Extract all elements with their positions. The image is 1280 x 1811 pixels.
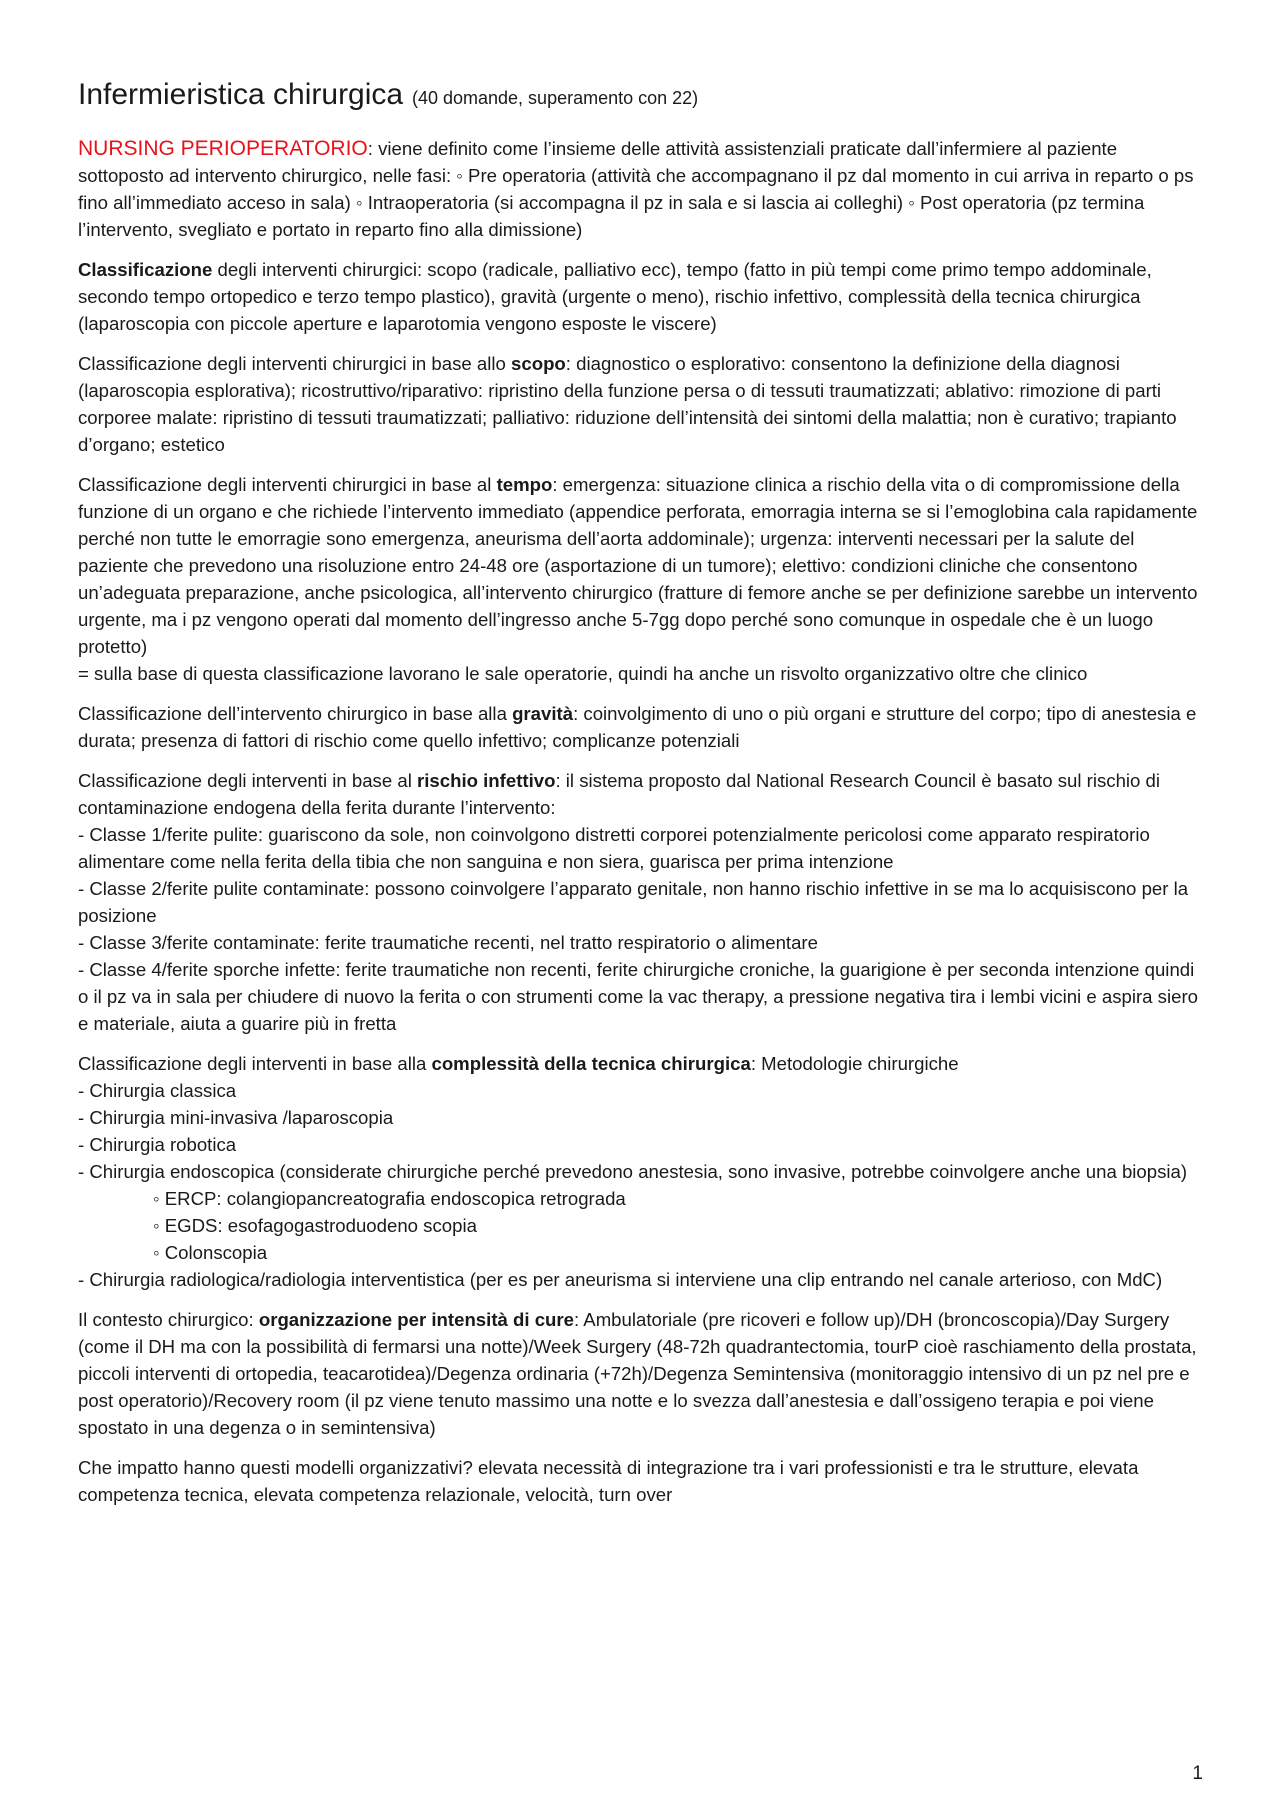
paragraph-contesto (78, 1306, 1208, 1441)
list-item: - Chirurgia robotica (78, 1134, 237, 1156)
gravita-pre: Classificazione dell’intervento chirurgico in base alla (78, 703, 513, 725)
list-item: - Classe 2/ferite pulite contaminate: possono coinvolgere l’apparato genitale, non hanno rischio infettive in se ma lo acquisiscono per la posizione (78, 878, 1189, 927)
scopo-bold: scopo (511, 353, 566, 375)
gravita-bold: gravità (512, 703, 574, 725)
list-item: - Chirurgia classica (78, 1080, 237, 1102)
paragraph-rischio (78, 767, 1208, 1037)
scopo-pre: Classificazione degli interventi chirurgici in base allo (78, 353, 512, 375)
nursing-heading: NURSING PERIOPERATORIO (78, 137, 368, 161)
complessita-pre: Classificazione degli interventi in base alla (78, 1053, 432, 1075)
gravita-text: : coinvolgimento di uno o più organi e strutture del corpo; tipo di anestesia e durata; presenza di fattori di rischio come quello infettivo; complicanze potenziali (78, 703, 1197, 752)
paragraph-complessita (78, 1050, 1208, 1293)
tempo-bold: tempo (496, 474, 553, 496)
sub-list-item: ◦ ERCP: colangiopancreatografia endoscopica retrograda (153, 1188, 626, 1210)
paragraph-nursing (78, 135, 1208, 243)
contesto-text: : Ambulatoriale (pre ricoveri e follow up)/DH (broncoscopia)/Day Surgery (come il DH ma con la possibilità di fermarsi una notte)/Week Surgery (48-72h quadrantectomia, tourP cioè raschiamento della prostata, piccoli interventi di ortopedia, teacarotidea)/Degenza ordinaria (+72h)/Degenza Semintensiva (monitoraggio intensivo di un pz nel pre e post operatorio)/Recovery room (il pz viene tenuto massimo una notte e lo svezza dall’anestesia e dall’ossigeno terapia e poi viene spostato in una degenza o in semintensiva) (78, 1309, 1197, 1439)
document-page (78, 76, 1208, 1521)
paragraph-gravita (78, 700, 1208, 754)
classificazione-bold: Classificazione (78, 259, 213, 281)
paragraph-classificazione (78, 256, 1208, 337)
tempo-pre: Classificazione degli interventi chirurgici in base al (78, 474, 497, 496)
list-item: - Chirurgia endoscopica (considerate chirurgiche perché prevedono anestesia, sono invasive, potrebbe coinvolgere anche una biopsia) (78, 1161, 1188, 1183)
title-subtitle: (40 domande, superamento con 22) (411, 88, 699, 108)
nursing-text: : viene definito come l’insieme delle attività assistenziali praticate dall’infermiere al paziente sottoposto ad intervento chirurgico, nelle fasi: ◦ Pre operatoria (attività che accompagnano il pz dal momento in cui arriva in reparto o ps fino all’immediato acceso in sala) ◦ Intraoperatoria (si accompagna il pz in sala e si lascia ai colleghi) ◦ Post operatoria (pz termina l’intervento, svegliato e portato in reparto fino alla dimissione) (78, 138, 1194, 241)
paragraph-impatto (78, 1454, 1208, 1508)
tempo-text: : emergenza: situazione clinica a rischio della vita o di compromissione della funzione di un organo e che richiede l’intervento immediato (appendice perforata, emorragia interna se si l’emoglobina cala rapidamente perché non tutte le emorragie sono emergenza, aneurisma dell’aorta addominale); urgenza: interventi necessari per la salute del paziente che prevedono una risoluzione entro 24-48 ore (asportazione di un tumore); elettivo: condizioni cliniche che consentono un’adeguata preparazione, anche psicologica, all’intervento chirurgico (fratture di femore anche se per definizione sarebbe un intervento urgente, ma i pz vengono operati dal momento dell’ingresso anche 5-7gg dopo perché sono comunque in ospedale che è un luogo protetto) (78, 474, 1198, 658)
list-item: - Chirurgia mini-invasiva /laparoscopia (78, 1107, 394, 1129)
sub-list-item: ◦ Colonscopia (153, 1242, 268, 1264)
page-number: 1 (1192, 1763, 1203, 1784)
rischio-pre: Classificazione degli interventi in base al (78, 770, 417, 792)
list-item: - Classe 3/ferite contaminate: ferite traumatiche recenti, nel tratto respiratorio o alimentare (78, 932, 818, 954)
contesto-bold: organizzazione per intensità di cure (258, 1309, 574, 1331)
contesto-pre: Il contesto chirurgico: (78, 1309, 259, 1331)
sub-list-item: ◦ EGDS: esofagogastroduodeno scopia (153, 1215, 477, 1237)
paragraph-scopo (78, 350, 1208, 458)
complessita-text: : Metodologie chirurgiche (750, 1053, 959, 1075)
rischio-bold: rischio infettivo (417, 770, 556, 792)
title-main: Infermieristica chirurgica (78, 78, 404, 111)
list-item: - Classe 4/ferite sporche infette: ferite traumatiche non recenti, ferite chirurgiche croniche, la guarigione è per seconda intenzione quindi o il pz va in sala per chiudere di nuovo la ferita o con strumenti come la vac therapy, a pressione negativa tira i lembi vicini e aspira siero e materiale, aiuta a guarire più in fretta (78, 959, 1198, 1035)
rischio-text: : il sistema proposto dal National Research Council è basato sul rischio di contaminazione endogena della ferita durante l’intervento: (78, 770, 1161, 819)
impatto-text: Che impatto hanno questi modelli organizzativi? elevata necessità di integrazione tra i vari professionisti e tra le strutture, elevata competenza tecnica, elevata competenza relazionale, velocità, turn over (78, 1457, 1139, 1506)
tempo-note: = sulla base di questa classificazione lavorano le sale operatorie, quindi ha anche un risvolto organizzativo oltre che clinico (78, 663, 1088, 685)
classificazione-text: degli interventi chirurgici: scopo (radicale, palliativo ecc), tempo (fatto in più tempi come primo tempo addominale, secondo tempo ortopedico e terzo tempo plastico), gravità (urgente o meno), rischio infettivo, complessità della tecnica chirurgica (laparoscopia con piccole aperture e laparotomia vengono esposte le viscere) (78, 259, 1152, 335)
complessita-bold: complessità della tecnica chirurgica (431, 1053, 751, 1075)
page-title (78, 76, 1208, 111)
paragraph-tempo (78, 471, 1208, 687)
list-item: - Chirurgia radiologica/radiologia interventistica (per es per aneurisma si interviene una clip entrando nel canale arterioso, con MdC) (78, 1269, 1163, 1291)
list-item: - Classe 1/ferite pulite: guariscono da sole, non coinvolgono distretti corporei potenzialmente pericolosi come apparato respiratorio alimentare come nella ferita della tibia che non sanguina e non siera, guarisca per prima intenzione (78, 824, 1150, 873)
scopo-text: : diagnostico o esplorativo: consentono la definizione della diagnosi (laparoscopia esplorativa); ricostruttivo/riparativo: ripristino della funzione persa o di tessuti traumatizzati; ablativo: rimozione di parti corporee malate: ripristino di tessuti traumatizzati; palliativo: riduzione dell’intensità dei sintomi della malattia; non è curativo; trapianto d’organo; estetico (78, 353, 1177, 456)
